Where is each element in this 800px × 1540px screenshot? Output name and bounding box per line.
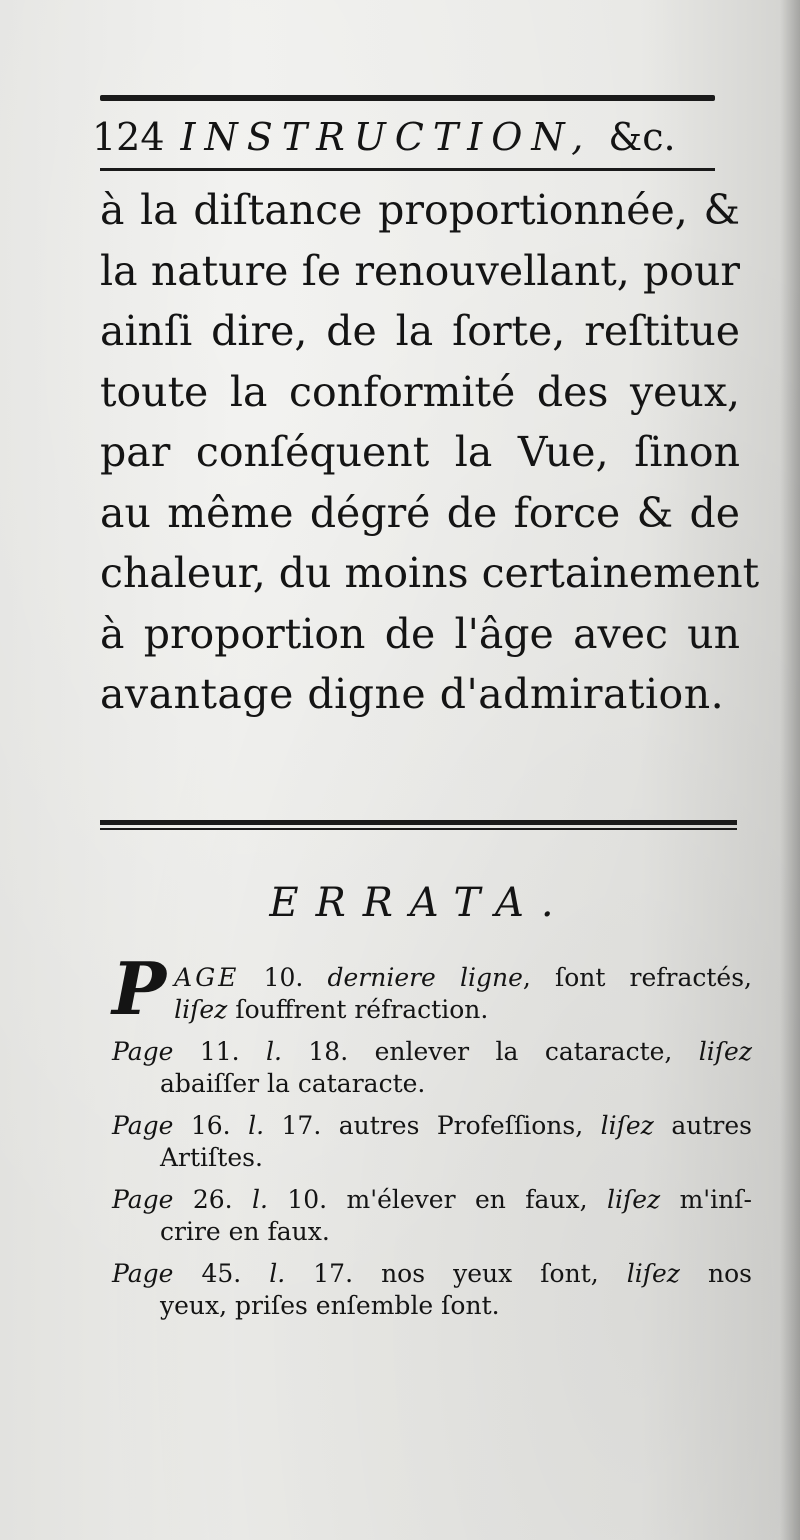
body-line: toute la conformité des yeux, <box>100 367 740 416</box>
errata-list <box>112 946 753 1332</box>
section-rule-thin <box>100 828 737 830</box>
errata-line: Page 11. l. 18. enlever la cataracte, liſez <box>112 1037 753 1066</box>
errata-line: Page 16. l. 17. autres Profeſſions, liſez autres <box>112 1111 752 1140</box>
section-rule-thick <box>100 820 737 825</box>
page-number: 124 <box>92 115 165 159</box>
errata-entry <box>112 1036 752 1100</box>
errata-line: Page 26. l. 10. m'élever en faux, liſez m'inſ- <box>112 1185 752 1214</box>
body-line: ainſi dire, de la ſorte, reſtitue <box>100 307 740 355</box>
errata-line: AGE 10. derniere ligne, ſont refractés, <box>174 963 753 992</box>
errata-heading: ERRATA. <box>269 880 571 926</box>
errata-correction: yeux, priſes enſemble ſont. <box>160 1291 500 1320</box>
errata-correction: liſez ſouffrent réfraction. <box>174 995 489 1024</box>
body-line: à proportion de l'âge avec un <box>100 609 740 658</box>
errata-entry <box>112 1110 752 1174</box>
page-edge-shadow <box>780 0 800 1540</box>
drop-cap: P <box>112 946 167 1031</box>
errata-correction: abaiſſer la cataracte. <box>160 1069 426 1098</box>
running-title: INSTRUCTION, <box>180 115 593 159</box>
body-line: au même dégré de force & de <box>100 488 740 537</box>
errata-entry <box>112 1184 752 1248</box>
errata-line: Page 45. l. 17. nos yeux ſont, liſez nos <box>112 1259 752 1288</box>
errata-correction: Artiſtes. <box>160 1143 263 1172</box>
errata-entry <box>112 946 753 1031</box>
body-line: chaleur, du moins certainement <box>100 549 760 597</box>
body-paragraph <box>100 180 760 725</box>
running-head <box>92 112 732 162</box>
body-line: avantage digne d'admiration. <box>100 670 725 718</box>
body-line: par conſéquent la Vue, ſinon <box>100 428 740 476</box>
header-rule-bottom <box>100 168 715 171</box>
errata-entry <box>112 1258 752 1322</box>
running-title-etc: &c. <box>608 115 676 159</box>
errata-correction: crire en faux. <box>160 1217 330 1246</box>
body-line: à la diſtance proportionnée, & <box>100 186 740 234</box>
header-rule-top <box>100 95 715 101</box>
body-line: la nature ſe renouvellant, pour <box>100 246 740 295</box>
